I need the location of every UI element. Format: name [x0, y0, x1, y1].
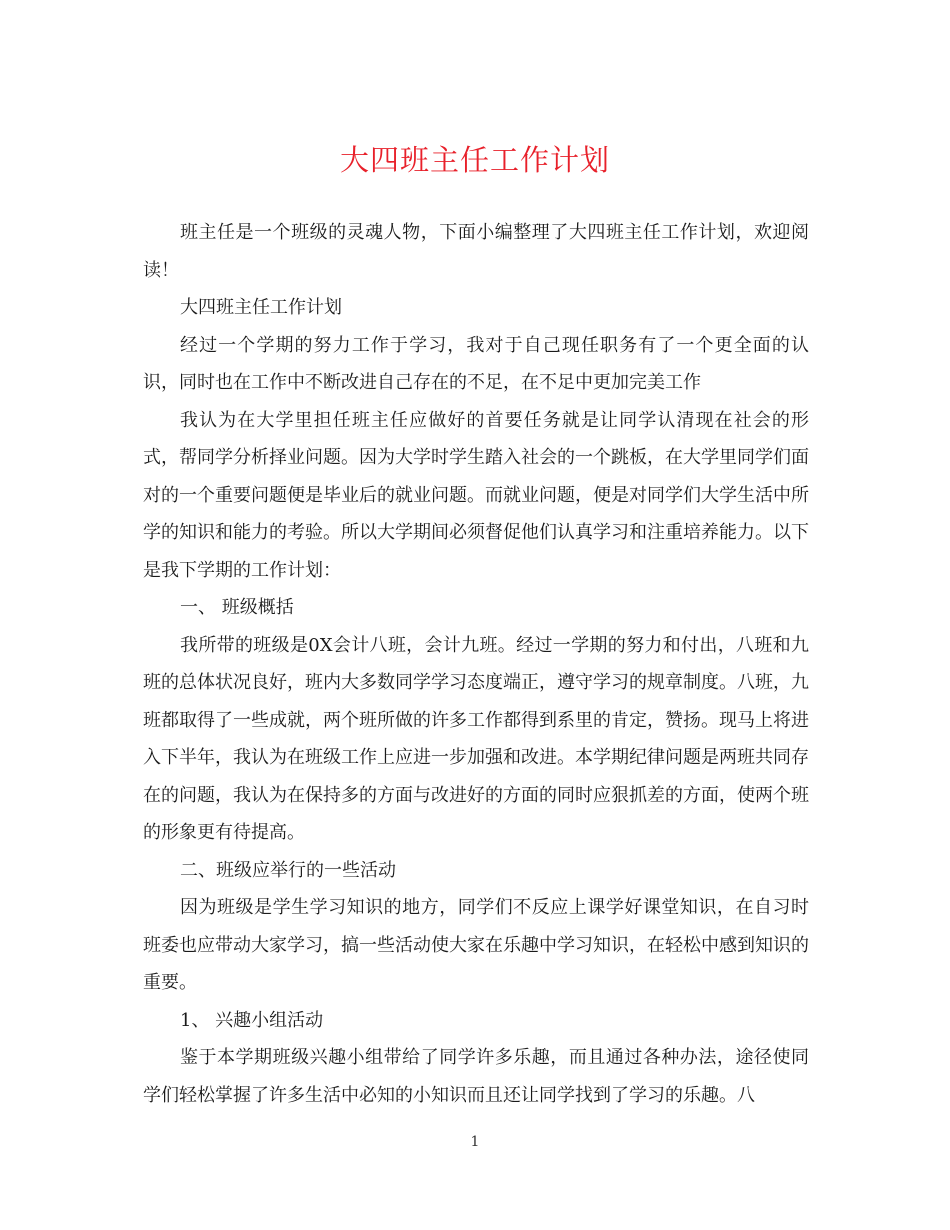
paragraph: 因为班级是学生学习知识的地方，同学们不反应上课学好课堂知识，在自习时班委也应带动大家学习，搞一些活动使大家在乐趣中学习知识，在轻松中感到知识的重要。	[143, 897, 809, 993]
section-heading: 一、 班级概括	[180, 597, 294, 618]
paragraph: 我认为在大学里担任班主任应做好的首要任务就是让同学认清现在社会的形式，帮同学分析择业问题。因为大学时学生踏入社会的一个跳板，在大学里同学们面对的一个重要问题便是毕业后的就业问题。而就业问题，便是对同学们大学生活中所学的知识和能力的考验。所以大学期间必须督促他们认真学习和注重培养能力。以下是我下学期的工作计划：	[143, 409, 809, 581]
section-heading: 二、班级应举行的一些活动	[180, 859, 396, 881]
paragraph: 我所带的班级是0X会计八班，会计九班。经过一学期的努力和付出，八班和九班的总体状况良好，班内大多数同学学习态度端正，遵守学习的规章制度。八班，九班都取得了一些成就，两个班所做的许多工作都得到系里的肯定，赞扬。现马上将进入下半年，我认为在班级工作上应进一步加强和改进。本学期纪律问题是两班共同存在的问题，我认为在保持多的方面与改进好的方面的同时应狠抓差的方面，使两个班的形象更有待提高。	[143, 634, 809, 843]
subsection-heading: 1、 兴趣小组活动	[180, 1009, 324, 1031]
paragraph: 经过一个学期的努力工作于学习，我对于自己现任职务有了一个更全面的认识，同时也在工作中不断改进自己存在的不足，在不足中更加完美工作	[143, 334, 809, 393]
paragraph-intro: 班主任是一个班级的灵魂人物，下面小编整理了大四班主任工作计划，欢迎阅读！	[143, 222, 809, 281]
document-body	[143, 214, 809, 1114]
page-number: 1	[470, 1134, 480, 1150]
document-title: 大四班主任工作计划	[339, 143, 610, 177]
paragraph: 鉴于本学期班级兴趣小组带给了同学许多乐趣，而且通过各种办法，途径使同学们轻松掌握了许多生活中必知的小知识而且还让同学找到了学习的乐趣。八	[143, 1047, 809, 1106]
paragraph-subtitle: 大四班主任工作计划	[180, 297, 342, 318]
